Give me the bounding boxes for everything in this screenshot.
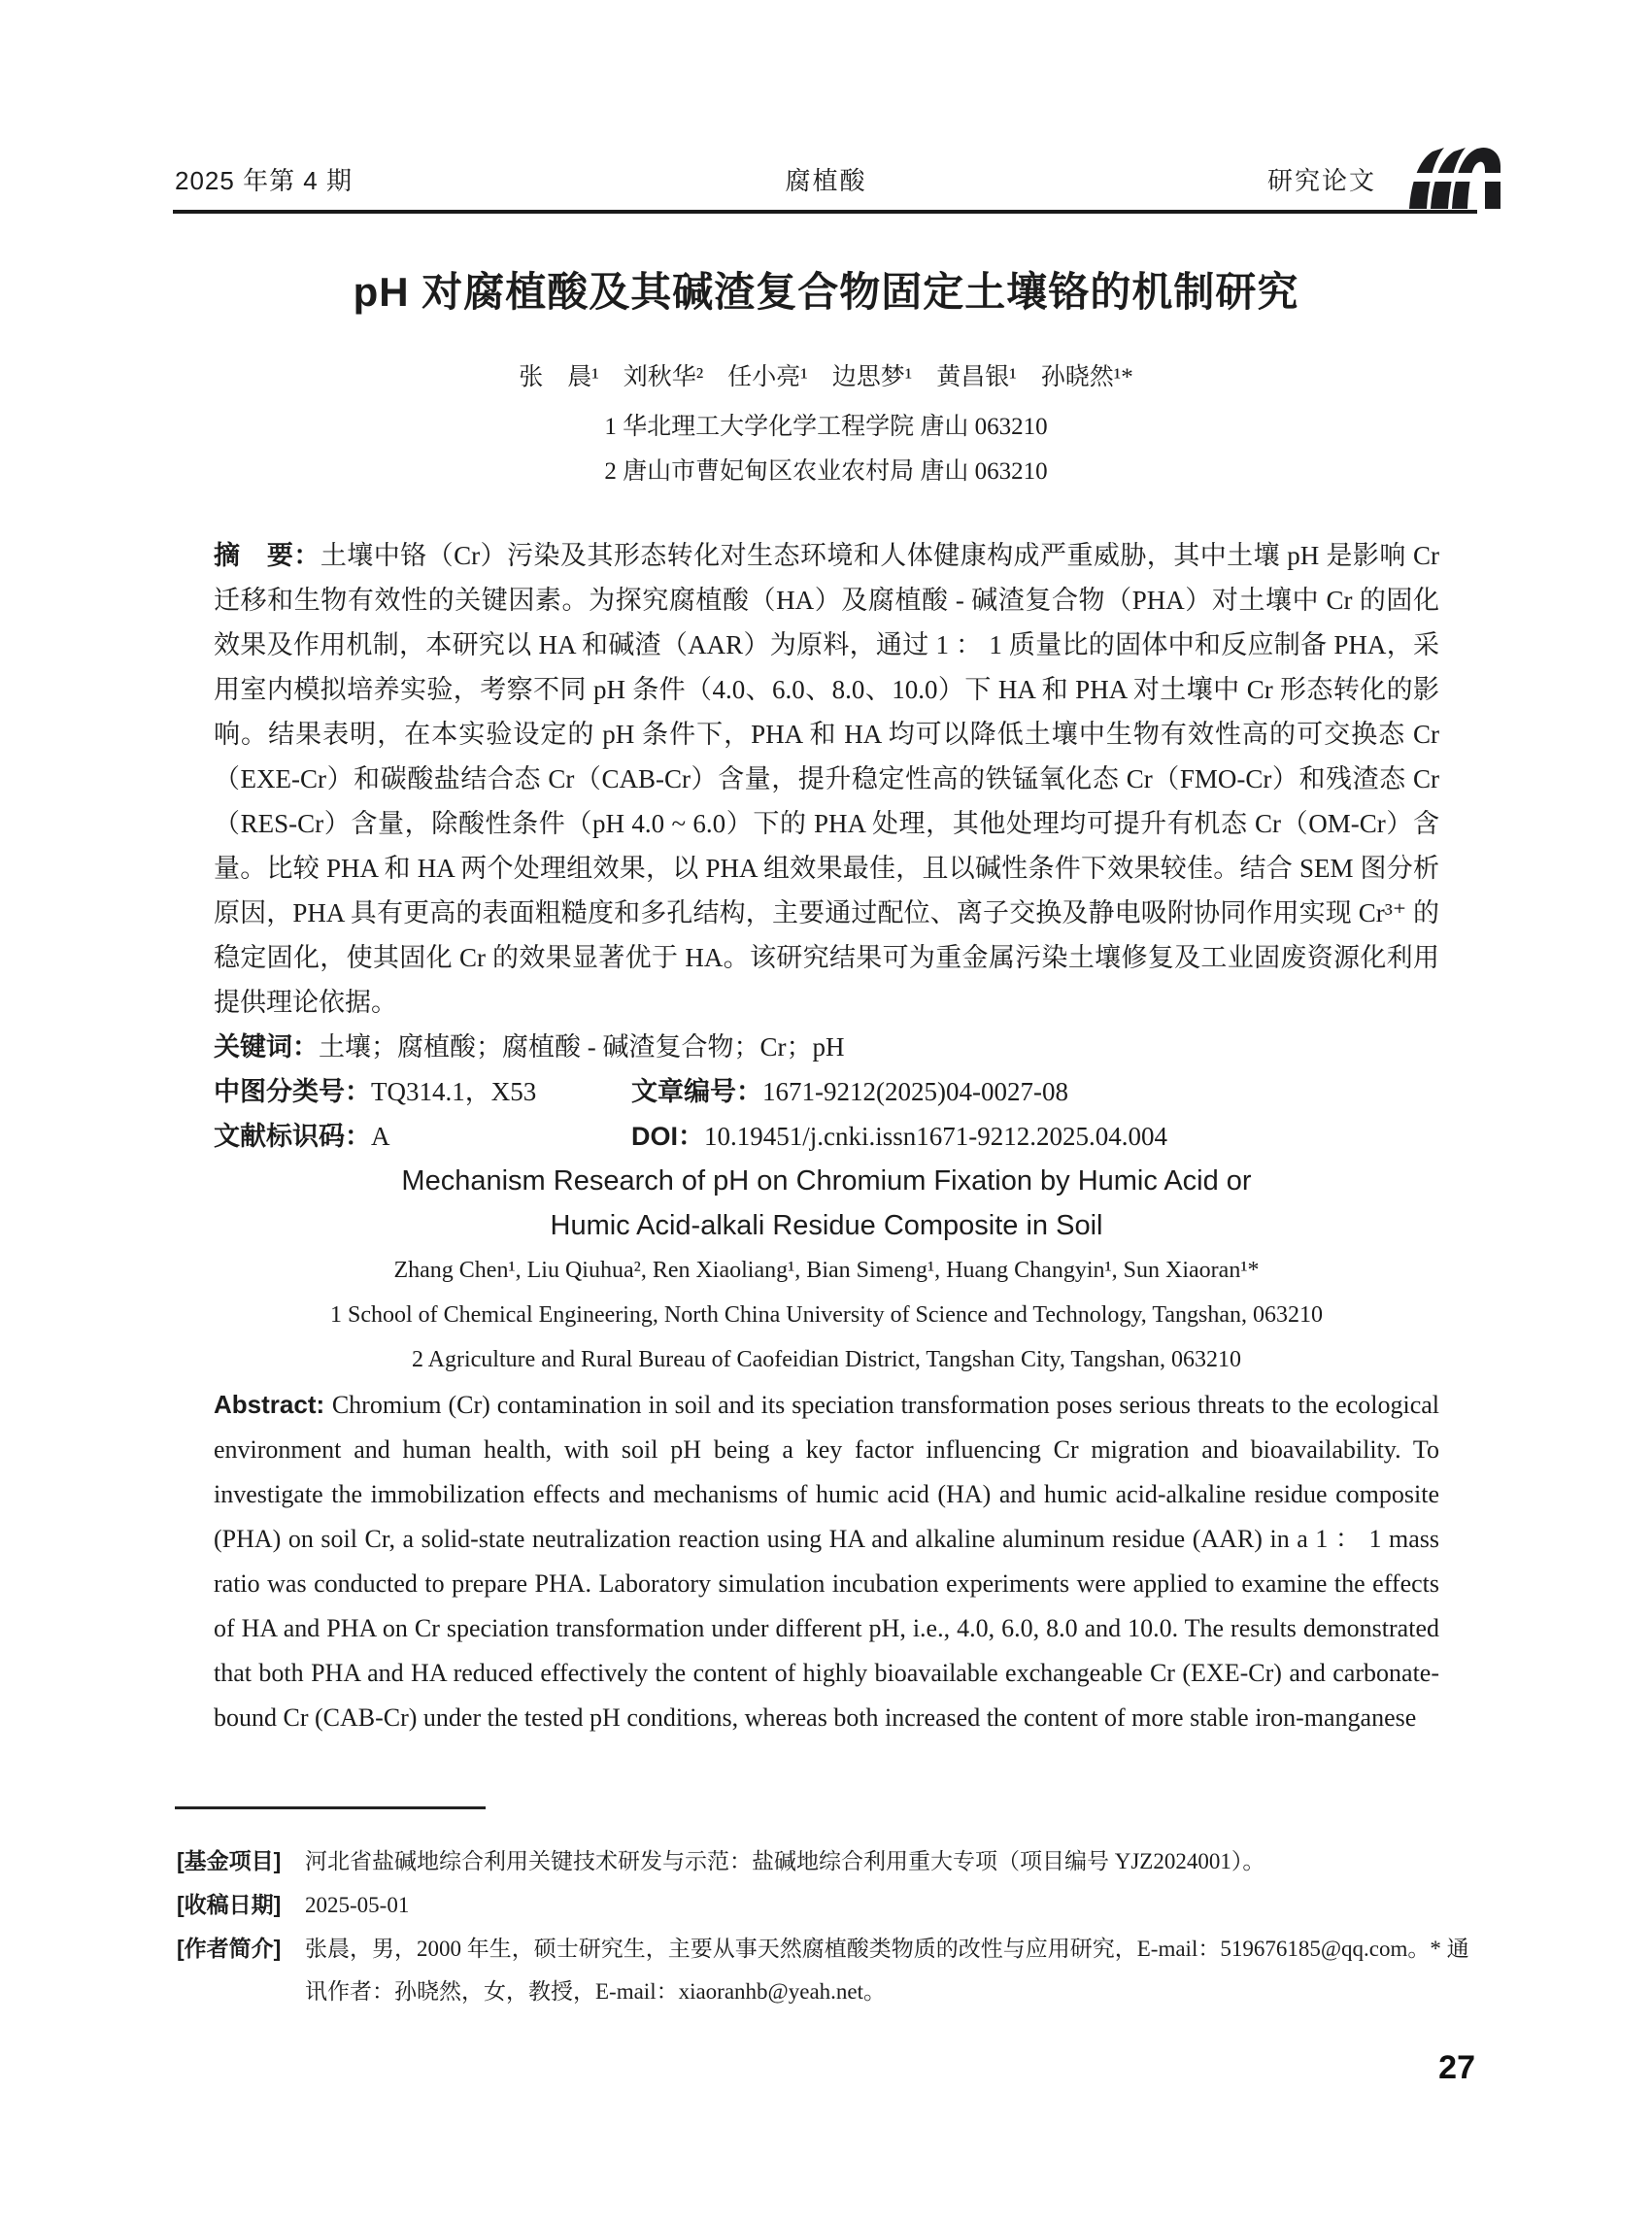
doi-value: 10.19451/j.cnki.issn1671-9212.2025.04.004 xyxy=(704,1122,1168,1151)
abstract-cn-text: 土壤中铬（Cr）污染及其形态转化对生态环境和人体健康构成严重威胁，其中土壤 pH 是影响 Cr 迁移和生物有效性的关键因素。为探究腐植酸（HA）及腐植酸 - 碱渣复合物（PHA）对土壤中 Cr 的固化效果及作用机制，本研究以 HA 和碱渣（AAR）为原料，通过 1 ： 1 质量比的固体中和反应制备 PHA，采用室内模拟培养实验，考察不同 pH 条件（4.0、6.0、8.0、10.0）下 HA 和 PHA 对土壤中 Cr 形态转化的影响。结果表明，在本实验设定的 pH 条件下，PHA 和 HA 均可以降低土壤中生物有效性高的可交换态 Cr（EXE-Cr）和碳酸盐结合态 Cr（CAB-Cr）含量，提升稳定性高的铁锰氧化态 Cr（FMO-Cr）和残渣态 Cr（RES-Cr）含量，除酸性条件（pH 4.0 ~ 6.0）下的 PHA 处理，其他处理均可提升有机态 Cr（OM-Cr）含量。比较 PHA 和 HA 两个处理组效果，以 PHA 组效果最佳，且以碱性条件下效果较佳。结合 SEM 图分析原因，PHA 具有更高的表面粗糙度和多孔结构，主要通过配位、离子交换及静电吸附协同作用实现 Cr³⁺ 的稳定固化，使其固化 Cr 的效果显著优于 HA。该研究结果可为重金属污染土壤修复及工业固废资源化利用提供理论依据。 xyxy=(214,541,1440,1017)
meta-row-2 xyxy=(214,1114,1439,1159)
footnote-funding-label: [基金项目] xyxy=(177,1848,282,1873)
article-no-label: 文章编号： xyxy=(631,1077,762,1106)
keywords-cn-label: 关键词： xyxy=(214,1032,319,1062)
abstract-cn xyxy=(214,533,1439,1025)
footnote-block xyxy=(177,1839,1477,2013)
english-title-line1: Mechanism Research of pH on Chromium Fixation by Humic Acid or xyxy=(401,1165,1252,1197)
footnote-funding-text: 河北省盐碱地综合利用关键技术研发与示范：盐碱地综合利用重大专项（项目编号 YJZ2024001）。 xyxy=(305,1849,1265,1873)
clc-value: TQ314.1，X53 xyxy=(371,1077,537,1106)
footnote-funding xyxy=(177,1839,1477,1883)
header-journal-name: 腐植酸 xyxy=(785,166,867,195)
english-title-line2: Humic Acid-alkali Residue Composite in Soil xyxy=(550,1210,1103,1241)
page-number: 27 xyxy=(1438,2049,1475,2086)
english-block xyxy=(214,1159,1439,1740)
header-rule xyxy=(173,210,1477,214)
abstract-cn-label: 摘 要： xyxy=(214,541,320,570)
doc-code-label: 文献标识码： xyxy=(214,1122,371,1151)
abstract-en-text: Chromium (Cr) contamination in soil and its speciation transformation poses serious threats to the ecological environment and human health, with soil pH being a key factor influencing Cr migration and bioavailability. To investigate the immobilization effects and mechanisms of humic acid (HA) and humic acid-alkaline residue composite (PHA) on soil Cr, a solid-state neutralization reaction using HA and alkaline aluminum residue (AAR) in a 1 ： 1 mass ratio was conducted to prepare PHA. Laboratory simulation incubation experiments were applied to examine the effects of HA and PHA on Cr speciation transformation under different pH, i.e., 4.0, 6.0, 8.0 and 10.0. The results demonstrated that both PHA and HA reduced effectively the content of highly bioavailable exchangeable Cr (EXE-Cr) and carbonate-bound Cr (CAB-Cr) under the tested pH conditions, whereas both increased the content of more stable iron-manganese xyxy=(214,1391,1440,1732)
english-author-list: Zhang Chen¹, Liu Qiuhua², Ren Xiaoliang¹, Bian Simeng¹, Huang Changyin¹, Sun Xiaoran¹* xyxy=(393,1258,1260,1283)
doi-cell xyxy=(631,1114,1167,1159)
header-section-label: 研究论文 xyxy=(1266,166,1376,195)
abstract-en xyxy=(214,1382,1439,1740)
footnote-received-date xyxy=(177,1883,1477,1927)
journal-logo-icon xyxy=(1407,147,1500,209)
meta-row-1 xyxy=(214,1069,1439,1114)
author-list: 张 晨¹ 刘秋华² 任小亮¹ 边思梦¹ 黄昌银¹ 孙晓然¹* xyxy=(519,364,1133,390)
affiliation-2: 2 唐山市曹妃甸区农业农村局 唐山 063210 xyxy=(604,458,1048,485)
keywords-cn-text: 土壤；腐植酸；腐植酸 - 碱渣复合物；Cr；pH xyxy=(319,1032,845,1062)
footnote-separator xyxy=(175,1806,486,1809)
footnote-received-label: [收稿日期] xyxy=(177,1892,282,1917)
footnote-author-bio xyxy=(177,1927,1477,2013)
abstract-en-label: Abstract: xyxy=(214,1390,332,1419)
header-issue: 2025 年第 4 期 xyxy=(175,166,353,195)
doc-code-value: A xyxy=(371,1122,390,1151)
article-no-cell xyxy=(631,1069,1068,1114)
english-affiliation-2: 2 Agriculture and Rural Bureau of Caofeidian District, Tangshan City, Tangshan, 063210 xyxy=(411,1347,1242,1372)
doi-label: DOI： xyxy=(631,1122,705,1151)
article-title: pH 对腐植酸及其碱渣复合物固定土壤铬的机制研究 xyxy=(353,269,1299,315)
article-no-value: 1671-9212(2025)04-0027-08 xyxy=(762,1077,1068,1106)
clc-label: 中图分类号： xyxy=(214,1077,371,1106)
footnote-bio-text: 张晨，男，2000 年生，硕士研究生，主要从事天然腐植酸类物质的改性与应用研究，E-mail：519676185@qq.com。* 通讯作者：孙晓然，女，教授，E-mail：xiaoranhb@yeah.net。 xyxy=(305,1937,1469,2004)
english-affiliation-1: 1 School of Chemical Engineering, North China University of Science and Technology, Tangshan, 063210 xyxy=(330,1302,1323,1328)
keywords-cn xyxy=(214,1025,1439,1069)
footnote-received-text: 2025-05-01 xyxy=(305,1893,410,1917)
affiliation-1: 1 华北理工大学化学工程学院 唐山 063210 xyxy=(604,414,1048,440)
footnote-bio-label: [作者简介] xyxy=(177,1936,282,1961)
chinese-abstract-block xyxy=(214,533,1439,1159)
